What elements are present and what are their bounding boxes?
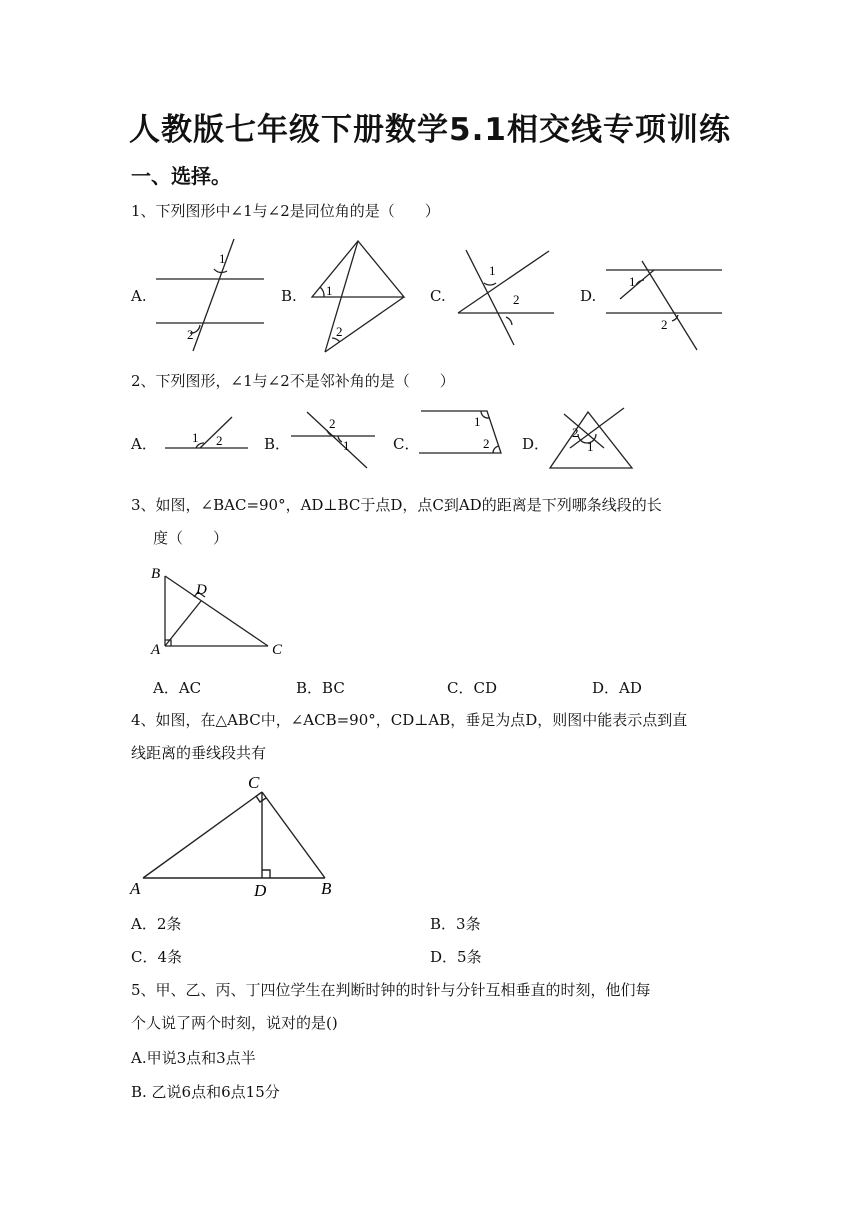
q2c-angle-1-label: 1: [474, 414, 481, 429]
q3-option-c: C．CD: [447, 679, 497, 697]
question-2-stem: 2、下列图形，∠1与∠2不是邻补角的是（ ）: [131, 372, 455, 390]
q1d-angle-2-label: 2: [661, 317, 668, 332]
q2-option-b-label: B．: [264, 435, 291, 453]
q1-option-b-label: B.: [281, 287, 297, 305]
q4-point-d-label: D: [254, 881, 267, 900]
q1a-angle-1-label: 1: [219, 251, 226, 266]
question-3-stem-line-2: 度（ ）: [153, 529, 229, 547]
q2a-angle-2-label: 2: [216, 433, 223, 448]
q5-option-a: A.甲说3点和3点半: [131, 1049, 256, 1067]
q1c-angle-2-label: 2: [513, 292, 520, 307]
q3-triangle-figure: [148, 564, 288, 660]
question-4-stem-line-2: 线距离的垂线段共有: [131, 744, 267, 762]
q1-option-a-label: A.: [131, 287, 147, 305]
q4-triangle-figure: [128, 772, 343, 900]
q2c-angle-2-label: 2: [483, 436, 490, 451]
q2a-angle-1-label: 1: [192, 430, 199, 445]
question-5-stem-line-2: 个人说了两个时刻，说对的是(): [131, 1014, 338, 1032]
q4-point-c-label: C: [248, 773, 260, 792]
q2-figure-d: [544, 404, 639, 474]
q2-option-a-label: A．: [131, 435, 157, 453]
q5-option-b: B. 乙说6点和6点15分: [131, 1083, 280, 1101]
q2-option-d-label: D．: [522, 435, 550, 453]
q1-figure-a: [150, 235, 270, 355]
question-3-stem-line-1: 3、如图，∠BAC=90°，AD⊥BC于点D，点C到AD的距离是下列哪条线段的长: [131, 496, 662, 514]
q2-figure-b: [285, 408, 380, 473]
q3-option-d: D．AD: [592, 679, 642, 697]
q1-figure-d: [600, 255, 725, 355]
q3-point-b-label: B: [151, 566, 161, 582]
q3-option-b: B．BC: [296, 679, 345, 697]
q4-option-b: B．3条: [430, 915, 481, 933]
q3-point-c-label: C: [272, 642, 283, 658]
q1b-angle-1-label: 1: [326, 283, 333, 298]
q4-option-d: D．5条: [430, 948, 482, 966]
question-1-stem: 1、下列图形中∠1与∠2是同位角的是（ ）: [131, 202, 440, 220]
q2d-angle-2-label: 2: [572, 425, 579, 440]
q3-option-a: A．AC: [153, 679, 202, 697]
q1-figure-b: [300, 235, 415, 360]
question-5-stem-line-1: 5、甲、乙、丙、丁四位学生在判断时钟的时针与分针互相垂直的时刻，他们每: [131, 981, 651, 999]
q1-option-d-label: D.: [580, 287, 597, 305]
q2-figure-a: [160, 410, 252, 455]
q2-option-c-label: C．: [393, 435, 420, 453]
q1-option-c-label: C.: [430, 287, 446, 305]
q1b-angle-2-label: 2: [336, 324, 343, 339]
q1-figure-c: [452, 245, 562, 350]
section-heading: 一、选择。: [131, 164, 231, 188]
q3-point-a-label: A: [151, 642, 161, 658]
q4-option-a: A．2条: [131, 915, 182, 933]
q3-point-d-label: D: [196, 582, 207, 598]
q2b-angle-2-label: 2: [329, 416, 336, 431]
q4-option-c: C．4条: [131, 948, 183, 966]
q2-figure-c: [415, 408, 505, 460]
question-4-stem-line-1: 4、如图，在△ABC中，∠ACB=90°，CD⊥AB，垂足为点D，则图中能表示点到直: [131, 711, 688, 729]
q2d-angle-1-label: 1: [587, 439, 594, 454]
q1c-angle-1-label: 1: [489, 263, 496, 278]
q4-point-b-label: B: [321, 879, 332, 898]
q4-point-a-label: A: [130, 879, 141, 898]
q1a-angle-2-label: 2: [187, 327, 194, 342]
page-title: 人教版七年级下册数学5.1相交线专项训练: [129, 112, 731, 148]
q2b-angle-1-label: 1: [343, 438, 350, 453]
q1d-angle-1-label: 1: [629, 274, 636, 289]
